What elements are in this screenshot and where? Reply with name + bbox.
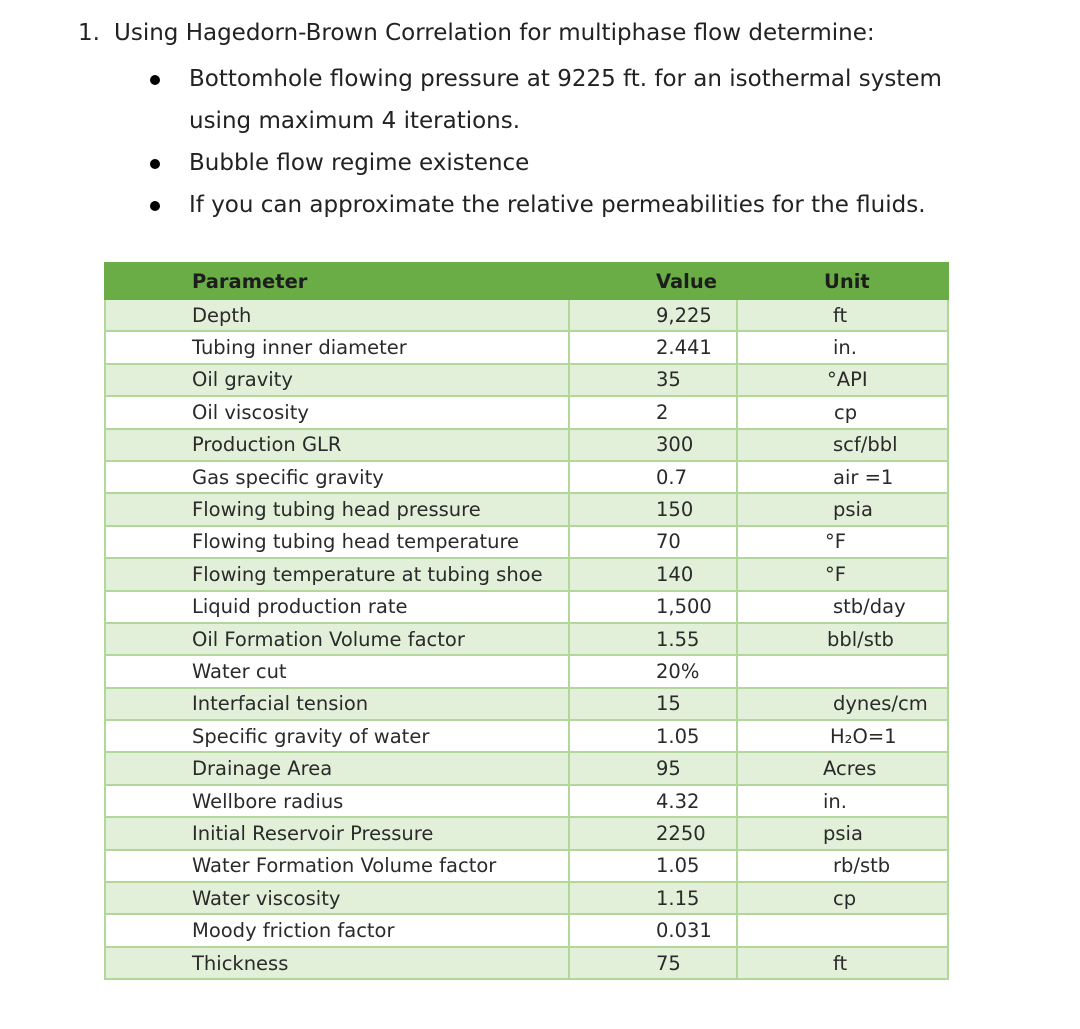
cell-value: 15 [569, 688, 737, 720]
unit-text: dynes/cm [833, 692, 928, 716]
cell-unit [737, 785, 948, 817]
bullet-icon [150, 75, 160, 85]
table-row [105, 526, 948, 558]
table-row [105, 623, 948, 655]
task-item [78, 58, 1038, 142]
table-row [105, 461, 948, 493]
question-text: Using Hagedorn-Brown Correlation for multiphase flow determine: [114, 20, 875, 46]
cell-value: 1.15 [569, 882, 737, 914]
parameter-table [104, 262, 949, 980]
table-body [105, 299, 948, 979]
table-row [105, 688, 948, 720]
cell-value: 140 [569, 558, 737, 590]
table-row [105, 331, 948, 363]
table-row [105, 493, 948, 525]
table-row [105, 720, 948, 752]
cell-unit [737, 364, 948, 396]
table-row [105, 299, 948, 331]
cell-parameter: Flowing tubing head pressure [105, 493, 569, 525]
cell-parameter: Tubing inner diameter [105, 331, 569, 363]
cell-unit [737, 331, 948, 363]
bullet-icon [150, 159, 160, 169]
cell-parameter: Flowing temperature at tubing shoe [105, 558, 569, 590]
cell-unit [737, 947, 948, 979]
cell-unit [737, 655, 948, 687]
table-row [105, 558, 948, 590]
unit-text: psia [833, 498, 873, 522]
unit-text: stb/day [833, 595, 906, 619]
cell-value: 0.7 [569, 461, 737, 493]
cell-value: 35 [569, 364, 737, 396]
bullet-icon [150, 201, 160, 211]
task-text: Bottomhole flowing pressure at 9225 ft. for an isothermal system using maximum 4 iterations. [189, 66, 942, 134]
question-block [78, 16, 1038, 226]
unit-text: bbl/stb [827, 627, 894, 651]
cell-value: 75 [569, 947, 737, 979]
unit-text: °API [827, 368, 868, 392]
cell-parameter: Initial Reservoir Pressure [105, 817, 569, 849]
cell-unit [737, 688, 948, 720]
cell-parameter: Interfacial tension [105, 688, 569, 720]
unit-text: cp [834, 400, 858, 424]
unit-text: Acres [823, 757, 877, 781]
cell-unit [737, 817, 948, 849]
cell-value: 1,500 [569, 591, 737, 623]
unit-text: ft [833, 303, 848, 327]
task-item [78, 184, 1038, 226]
cell-value: 1.05 [569, 850, 737, 882]
table-row [105, 785, 948, 817]
cell-unit [737, 752, 948, 784]
cell-parameter: Liquid production rate [105, 591, 569, 623]
cell-parameter: Moody friction factor [105, 914, 569, 946]
cell-value: 2.441 [569, 331, 737, 363]
cell-parameter: Flowing tubing head temperature [105, 526, 569, 558]
cell-unit [737, 882, 948, 914]
header-parameter: Parameter [105, 263, 569, 299]
unit-text: air =1 [833, 465, 894, 489]
unit-text: in. [833, 336, 857, 360]
header-value: Value [569, 263, 737, 299]
task-text: Bubble flow regime existence [189, 150, 530, 176]
cell-parameter: Water viscosity [105, 882, 569, 914]
cell-unit [737, 526, 948, 558]
cell-unit [737, 429, 948, 461]
table-row [105, 364, 948, 396]
cell-unit [737, 299, 948, 331]
cell-unit [737, 493, 948, 525]
task-text: If you can approximate the relative permeabilities for the fluids. [189, 192, 926, 218]
unit-text: °F [825, 562, 846, 586]
cell-value: 2250 [569, 817, 737, 849]
cell-unit [737, 850, 948, 882]
cell-parameter: Water cut [105, 655, 569, 687]
table-header-row [105, 263, 948, 299]
table-row [105, 947, 948, 979]
cell-value: 2 [569, 396, 737, 428]
cell-unit [737, 558, 948, 590]
cell-parameter: Specific gravity of water [105, 720, 569, 752]
task-item [78, 142, 1038, 184]
table-row [105, 396, 948, 428]
unit-text: rb/stb [833, 854, 891, 878]
cell-parameter: Thickness [105, 947, 569, 979]
cell-value: 1.55 [569, 623, 737, 655]
cell-parameter: Production GLR [105, 429, 569, 461]
unit-text: °F [825, 530, 846, 554]
parameter-table-wrapper [104, 262, 947, 980]
table-row [105, 591, 948, 623]
table-row [105, 752, 948, 784]
unit-text: in. [823, 789, 847, 813]
cell-unit [737, 396, 948, 428]
table-row [105, 850, 948, 882]
unit-text: psia [823, 821, 863, 845]
cell-value: 4.32 [569, 785, 737, 817]
cell-value: 70 [569, 526, 737, 558]
cell-unit [737, 914, 948, 946]
cell-parameter: Oil viscosity [105, 396, 569, 428]
cell-parameter: Wellbore radius [105, 785, 569, 817]
question-heading [78, 16, 1038, 50]
table-row [105, 817, 948, 849]
cell-parameter: Drainage Area [105, 752, 569, 784]
cell-parameter: Depth [105, 299, 569, 331]
cell-value: 20% [569, 655, 737, 687]
cell-unit [737, 461, 948, 493]
cell-unit [737, 623, 948, 655]
cell-parameter: Oil Formation Volume factor [105, 623, 569, 655]
table-row [105, 914, 948, 946]
unit-text: ft [833, 951, 848, 975]
cell-value: 95 [569, 752, 737, 784]
cell-unit [737, 591, 948, 623]
question-number: 1. [78, 20, 100, 46]
header-unit: Unit [737, 263, 948, 299]
cell-value: 1.05 [569, 720, 737, 752]
cell-parameter: Water Formation Volume factor [105, 850, 569, 882]
unit-text: scf/bbl [833, 433, 898, 457]
cell-value: 300 [569, 429, 737, 461]
cell-value: 9,225 [569, 299, 737, 331]
unit-text: H₂O=1 [830, 724, 897, 748]
cell-unit [737, 720, 948, 752]
table-row [105, 882, 948, 914]
task-list [78, 58, 1038, 226]
cell-value: 150 [569, 493, 737, 525]
cell-parameter: Oil gravity [105, 364, 569, 396]
cell-parameter: Gas specific gravity [105, 461, 569, 493]
cell-value: 0.031 [569, 914, 737, 946]
table-row [105, 655, 948, 687]
table-row [105, 429, 948, 461]
unit-text: cp [833, 886, 857, 910]
